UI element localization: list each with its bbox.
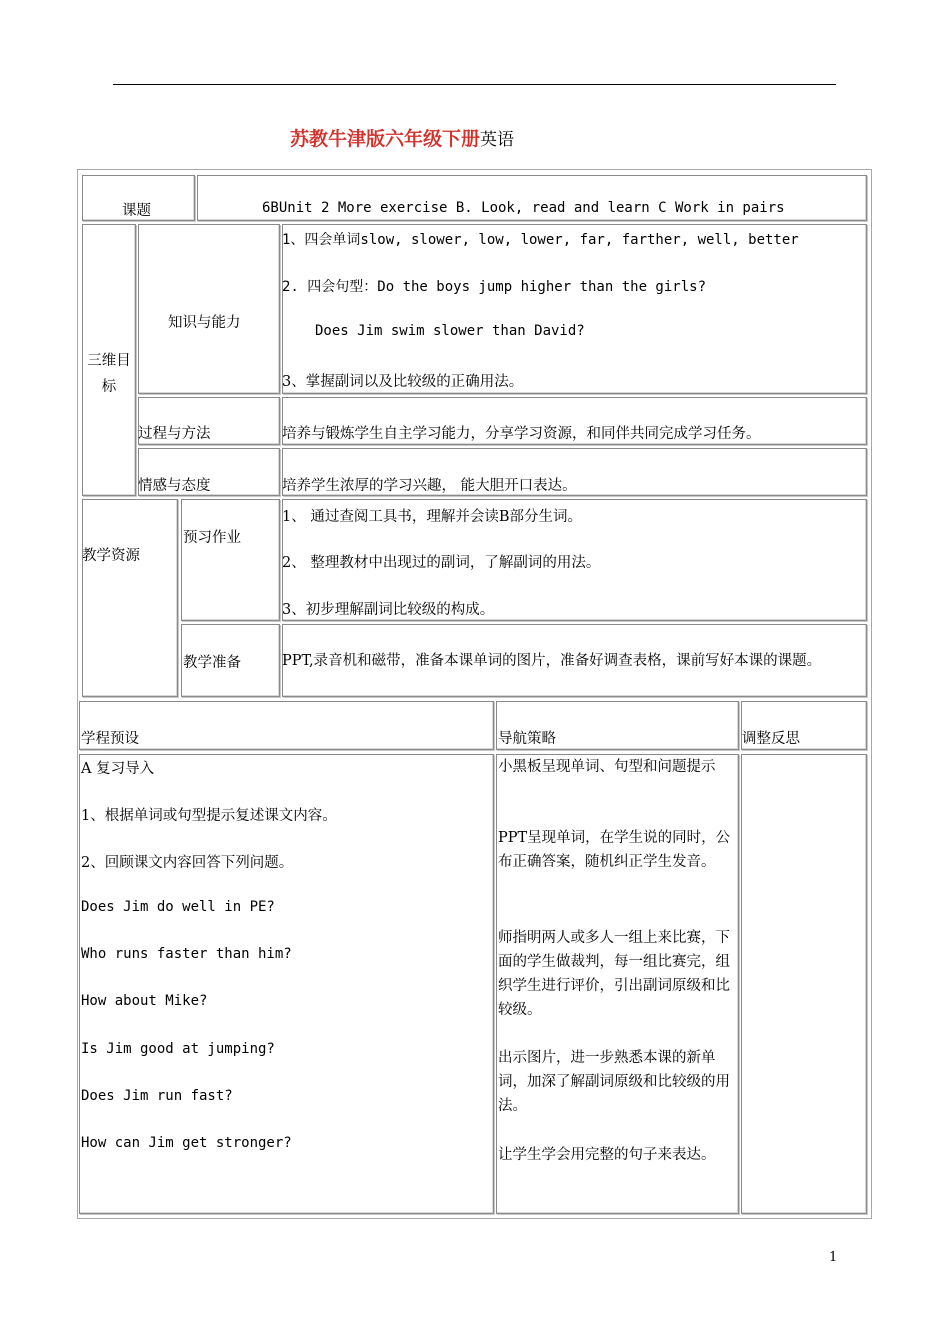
preview-line-1: 1、 通过查阅工具书，理解并会读B部分生词。	[282, 509, 582, 525]
plan-left-line-9: How can Jim get stronger?	[81, 1135, 292, 1151]
header-rule	[113, 84, 836, 85]
plan-middle-para-2: PPT呈现单词，在学生说的同时，公布正确答案，随机纠正学生发音。	[498, 830, 731, 870]
preview-line-3: 3、初步理解副词比较级的构成。	[282, 602, 495, 618]
plan-middle-para-3: 师指明两人或多人一组上来比赛，下面的学生做裁判，每一组比赛完，组织学生进行评价，引出副词原级和比较级。	[498, 930, 730, 1018]
knowledge-line-3: Does Jim swim slower than David?	[315, 323, 585, 339]
plan-left-line-4: Does Jim do well in PE?	[81, 899, 275, 915]
preview-label: 预习作业	[183, 530, 241, 546]
resources-label-cell	[82, 499, 178, 697]
process-label: 过程与方法	[138, 426, 211, 442]
page-title	[290, 124, 514, 151]
plan-left-line-2: 1、根据单词或句型提示复述课文内容。	[81, 808, 337, 824]
preview-line-2: 2、 整理教材中出现过的副词，了解副词的用法。	[282, 555, 601, 571]
prep-text: PPT,录音机和磁带，准备本课单词的图片，准备好调查表格，课前写好本课的课题。	[282, 653, 822, 669]
topic-value: 6BUnit 2 More exercise B. Look, read and learn C Work in pairs	[262, 200, 785, 216]
knowledge-label-cell	[138, 224, 280, 394]
plan-left-line-1: A 复习导入	[81, 761, 155, 777]
prep-label: 教学准备	[183, 655, 241, 671]
knowledge-line-2: 2. 四会句型：Do the boys jump higher than the girls?	[282, 279, 707, 295]
resources-label: 教学资源	[82, 548, 140, 564]
plan-left-line-7: Is Jim good at jumping?	[81, 1041, 275, 1057]
plan-left-line-5: Who runs faster than him?	[81, 946, 292, 962]
plan-header-left: 学程预设	[81, 731, 139, 747]
preview-label-cell	[181, 499, 280, 621]
plan-middle-para-4: 出示图片，进一步熟悉本课的新单词，加深了解副词原级和比较级的用法。	[498, 1050, 730, 1114]
plan-header-right: 调整反思	[742, 731, 800, 747]
knowledge-line-4: 3、掌握副词以及比较级的正确用法。	[282, 374, 524, 390]
topic-label: 课题	[122, 203, 151, 219]
plan-header-left-cell	[79, 701, 494, 750]
emotion-text: 培养学生浓厚的学习兴趣， 能大胆开口表达。	[282, 478, 577, 494]
knowledge-label: 知识与能力	[168, 315, 241, 331]
plan-middle-para-1: 小黑板呈现单词、句型和问题提示	[498, 759, 716, 775]
page-number: 1	[829, 1250, 838, 1265]
plan-left-line-8: Does Jim run fast?	[81, 1088, 233, 1104]
emotion-label: 情感与态度	[138, 478, 211, 494]
process-text: 培养与锻炼学生自主学习能力，分享学习资源，和同伴共同完成学习任务。	[282, 426, 761, 442]
goals-label: 三维目标	[87, 353, 131, 395]
title-red: 苏教牛津版六年级下册	[290, 128, 481, 150]
plan-left-line-6: How about Mike?	[81, 993, 208, 1009]
plan-right-cell	[741, 754, 867, 1214]
plan-middle-para-5: 让学生学会用完整的句子来表达。	[498, 1147, 716, 1163]
knowledge-line-1: 1、四会单词slow, slower, low, lower, far, farther, well, better	[282, 232, 799, 248]
plan-left-line-3: 2、回顾课文内容回答下列问题。	[81, 855, 294, 871]
knowledge-content-cell	[282, 224, 867, 394]
title-black: 英语	[480, 130, 515, 150]
plan-header-middle: 导航策略	[498, 731, 556, 747]
